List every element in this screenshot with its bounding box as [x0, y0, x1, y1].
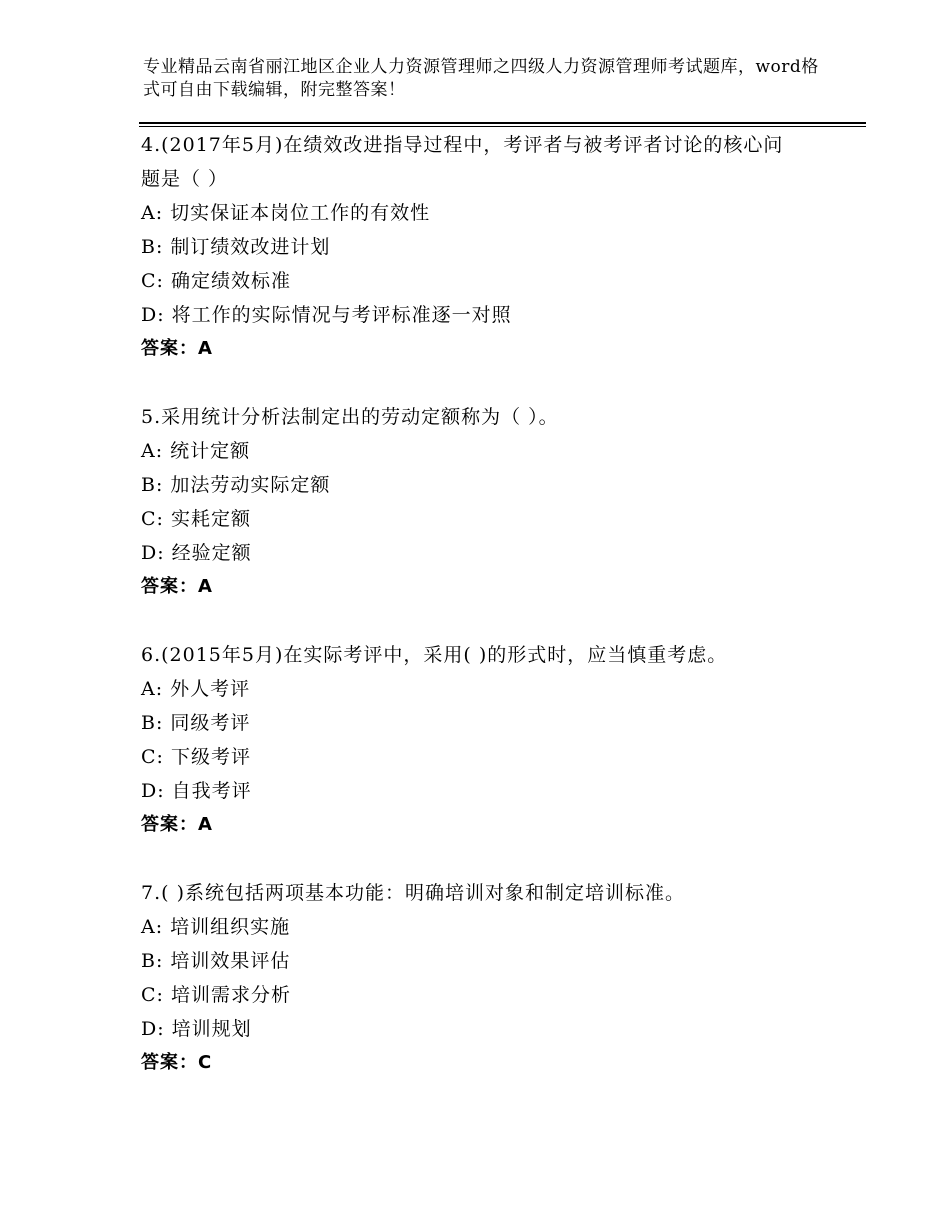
option-d: D: 培训规划	[141, 1018, 252, 1040]
answer: 答案：A	[141, 338, 213, 359]
answer: 答案：C	[141, 1052, 213, 1073]
option-a: A: 切实保证本岗位工作的有效性	[141, 202, 431, 224]
header-rule-thin	[139, 126, 866, 127]
question-7	[141, 876, 841, 1080]
question-5	[141, 400, 841, 604]
question-list	[141, 128, 841, 1114]
question-4	[141, 128, 841, 366]
question-stem: 4.(2017年5月)在绩效改进指导过程中，考评者与被考评者讨论的核心问题是（ ）	[141, 134, 784, 190]
option-b: B: 培训效果评估	[141, 950, 291, 972]
option-a: A: 外人考评	[141, 678, 251, 700]
option-a: A: 统计定额	[141, 440, 251, 462]
option-a: A: 培训组织实施	[141, 916, 291, 938]
answer: 答案：A	[141, 814, 213, 835]
option-b: B: 加法劳动实际定额	[141, 474, 331, 496]
document-header: 专业精品云南省丽江地区企业人力资源管理师之四级人力资源管理师考试题库，word格式可自由下载编辑，附完整答案！	[143, 57, 819, 100]
option-c: C: 培训需求分析	[141, 984, 291, 1006]
option-c: C: 实耗定额	[141, 508, 251, 530]
option-d: D: 自我考评	[141, 780, 252, 802]
answer: 答案：A	[141, 576, 213, 597]
option-b: B: 同级考评	[141, 712, 251, 734]
option-c: C: 确定绩效标准	[141, 270, 291, 292]
header-rule-thick	[139, 122, 866, 124]
question-stem: 6.(2015年5月)在实际考评中，采用( )的形式时，应当慎重考虑。	[141, 644, 728, 666]
question-6	[141, 638, 841, 842]
option-c: C: 下级考评	[141, 746, 251, 768]
option-d: D: 经验定额	[141, 542, 252, 564]
option-b: B: 制订绩效改进计划	[141, 236, 331, 258]
option-d: D: 将工作的实际情况与考评标准逐一对照	[141, 304, 512, 326]
question-stem: 7.( )系统包括两项基本功能：明确培训对象和制定培训标准。	[141, 882, 685, 904]
question-stem: 5.采用统计分析法制定出的劳动定额称为（ ）。	[141, 406, 559, 428]
